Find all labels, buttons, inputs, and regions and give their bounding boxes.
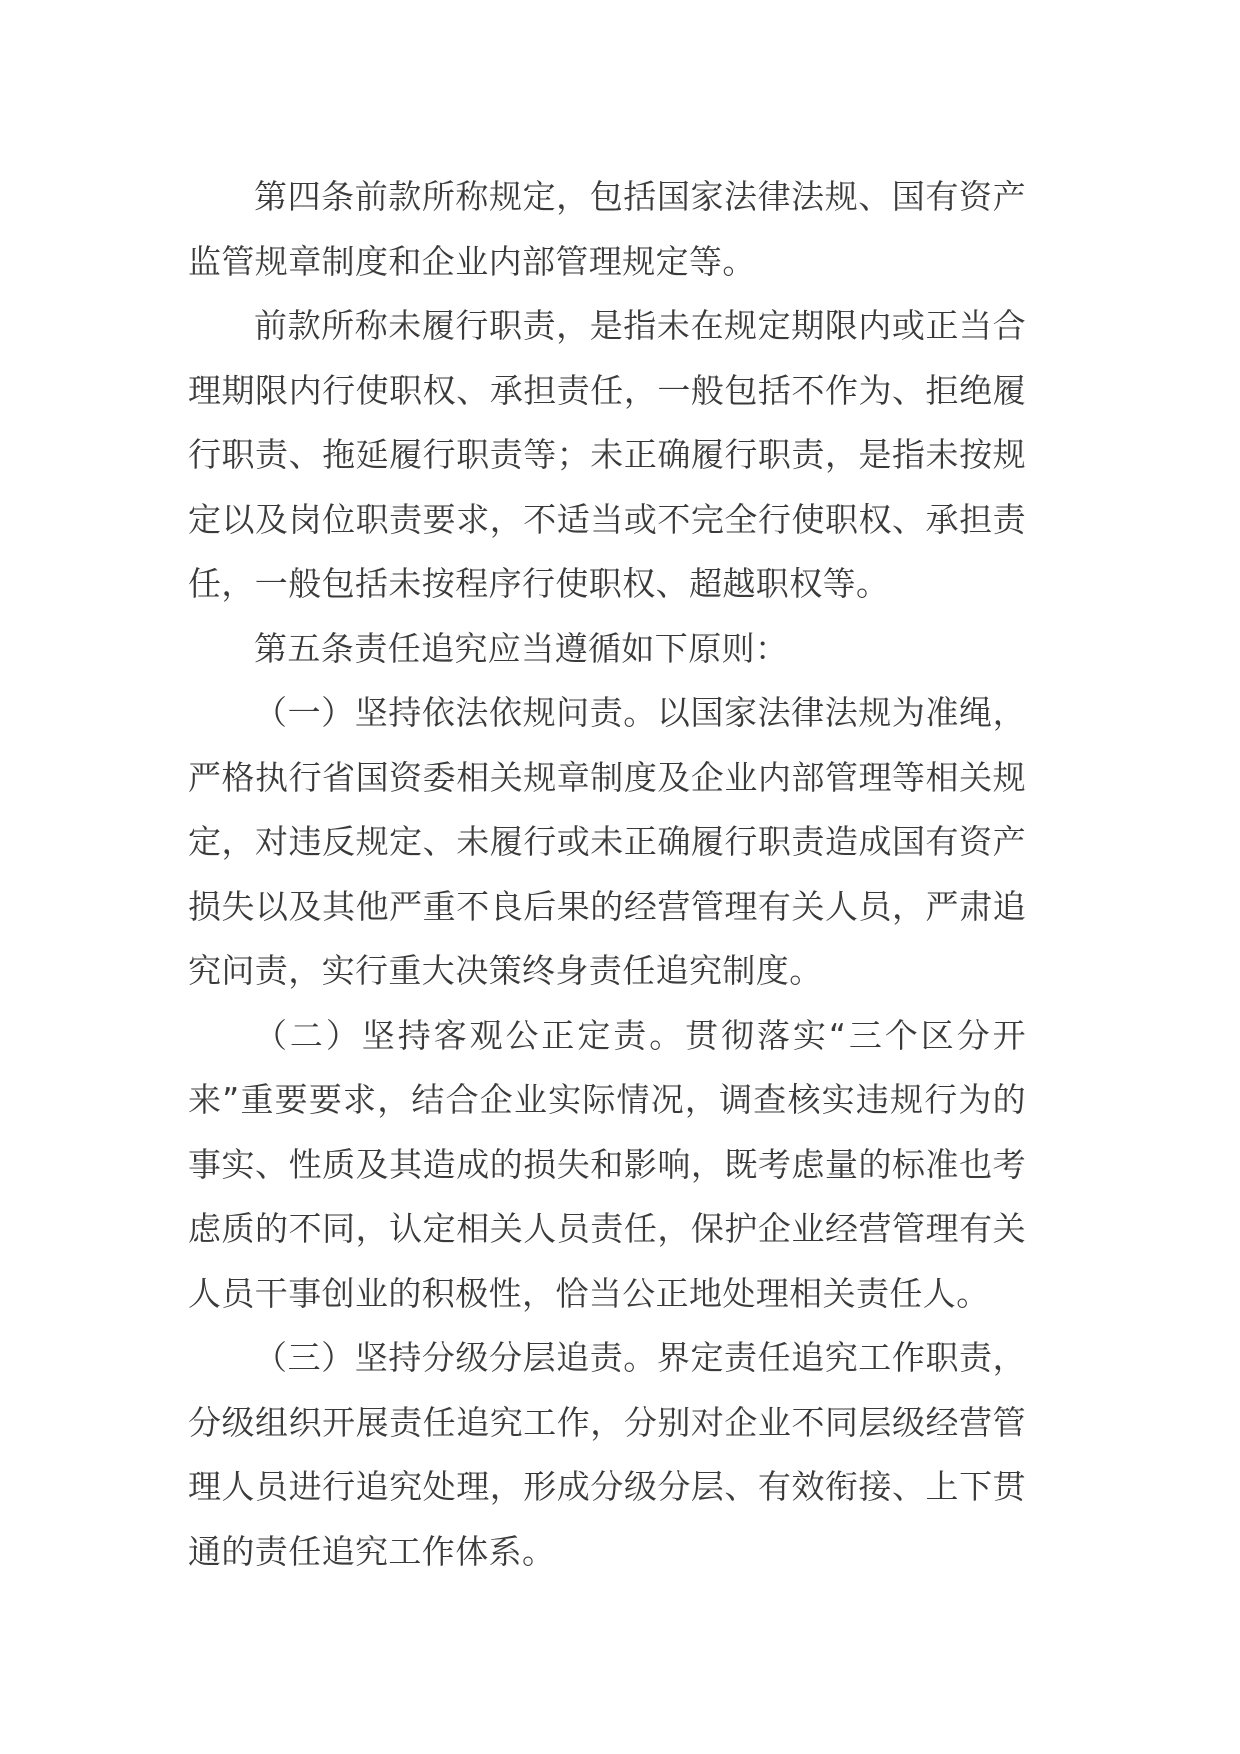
paragraph-principle-1: （一）坚持依法依规问责。以国家法律法规为准绳，严格执行省国资委相关规章制度及企业内部管理等相关规定，对违反规定、未履行或未正确履行职责造成国有资产损失以及其他严重不良后果的经营管理有关人员，严肃追究问责，实行重大决策终身责任追究制度。 [188,693,1026,990]
paragraph-article-4-definition: 第四条前款所称规定，包括国家法律法规、国有资产监管规章制度和企业内部管理规定等。 [188,177,1026,281]
paragraph-principle-2: （二）坚持客观公正定责。贯彻落实“三个区分开来”重要要求，结合企业实际情况，调查核实违规行为的事实、性质及其造成的损失和影响，既考虑量的标准也考虑质的不同，认定相关人员责任，保护企业经营管理有关人员干事创业的积极性，恰当公正地处理相关责任人。 [188,1015,1026,1313]
paragraph-article-5-principles: 第五条责任追究应当遵循如下原则： [254,628,789,668]
document-body [188,165,1026,1584]
paragraph-duty-definition: 前款所称未履行职责，是指未在规定期限内或正当合理期限内行使职权、承担责任，一般包括不作为、拒绝履行职责、拖延履行职责等；未正确履行职责，是指未按规定以及岗位职责要求，不适当或不完全行使职权、承担责任，一般包括未按程序行使职权、超越职权等。 [188,306,1026,603]
paragraph-principle-3: （三）坚持分级分层追责。界定责任追究工作职责，分级组织开展责任追究工作，分别对企业不同层级经营管理人员进行追究处理，形成分级分层、有效衔接、上下贯通的责任追究工作体系。 [188,1338,1026,1571]
